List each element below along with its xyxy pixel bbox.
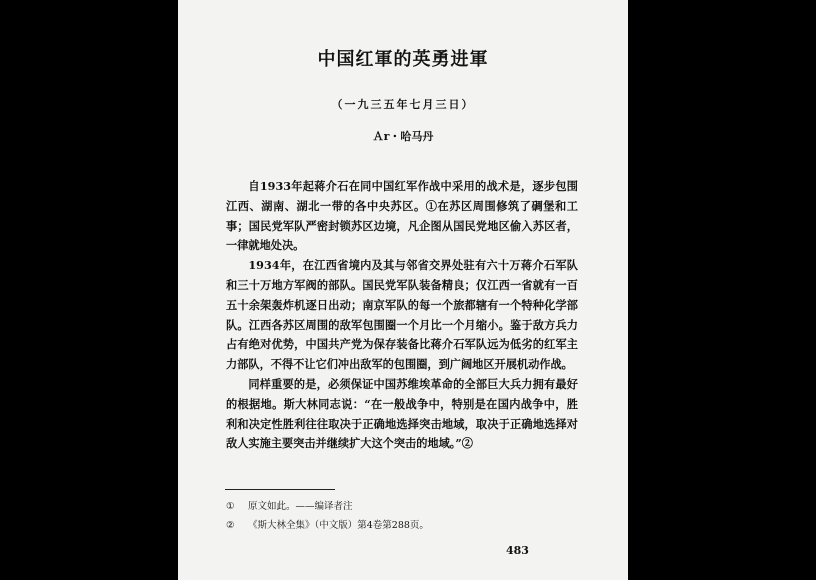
footnote-item — [226, 516, 586, 535]
footnote-text: 原文如此。——编译者注 — [248, 501, 353, 512]
document-page — [178, 0, 628, 580]
footnote-mark: ② — [226, 520, 235, 531]
paragraph: 自1933年起蒋介石在同中国红军作战中采用的战术是，逐步包围江西、湖南、湖北一带的各中央苏区。①在苏区周围修筑了碉堡和工事；国民党军队严密封锁苏区边境，凡企图从国民党地区偷入苏区者，一律就地处决。 — [226, 179, 578, 253]
body-text — [226, 177, 578, 454]
author-line: Ａr・哈马丹 — [372, 130, 434, 143]
page-number: 483 — [506, 544, 529, 557]
footnote-mark: ① — [226, 501, 235, 512]
date-line: （一九三五年七月三日） — [331, 98, 475, 111]
page-title: 中国红軍的英勇进軍 — [317, 49, 489, 70]
footnote-divider — [225, 489, 335, 490]
footnotes — [226, 497, 586, 535]
footnote-item — [226, 497, 586, 516]
footnote-text: 《斯大林全集》（中文版）第4卷第288页。 — [248, 520, 429, 531]
paragraph: 1934年，在江西省境内及其与邻省交界处驻有六十万蒋介石军队和三十万地方军阀的部队。国民党军队装备精良；仅江西一省就有一百五十余架轰炸机逐日出动；南京军队的每一个旅都辖有一个特种化学部队。江西各苏区周围的敌军包围圈一个月比一个月缩小。鉴于敌方兵力占有绝对优势，中国共产党为保存装备比蒋介石军队远为低劣的红军主力部队，不得不让它们冲出敌军的包围圈，到广阔地区开展机动作战。 — [226, 258, 578, 372]
paragraph: 同样重要的是，必须保证中国苏维埃革命的全部巨大兵力拥有最好的根据地。斯大林同志说：“在一般战争中，特别是在国内战争中，胜利和决定性胜利往往取决于正确地选择突击地域，取决于正确地选择对敌人实施主要突击并继续扩大这个突击的地域。”② — [226, 376, 578, 451]
